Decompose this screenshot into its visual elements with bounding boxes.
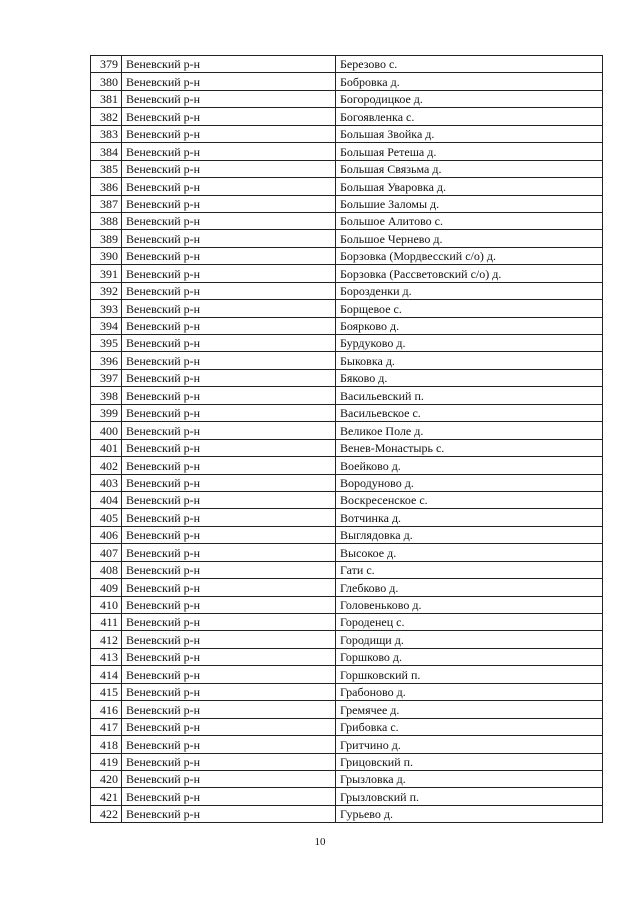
row-number-cell: 391 xyxy=(91,265,122,282)
district-cell: Веневский р-н xyxy=(122,544,336,561)
row-number-cell: 386 xyxy=(91,178,122,195)
district-cell: Веневский р-н xyxy=(122,457,336,474)
table-row xyxy=(91,352,603,369)
district-cell: Веневский р-н xyxy=(122,247,336,264)
district-cell: Веневский р-н xyxy=(122,805,336,822)
settlement-cell: Бобровка д. xyxy=(336,73,603,90)
district-cell: Веневский р-н xyxy=(122,212,336,229)
table-row xyxy=(91,282,603,299)
settlement-cell: Бяково д. xyxy=(336,369,603,386)
table-row xyxy=(91,579,603,596)
settlement-cell: Васильевский п. xyxy=(336,387,603,404)
row-number-cell: 416 xyxy=(91,701,122,718)
district-cell: Веневский р-н xyxy=(122,753,336,770)
district-cell: Веневский р-н xyxy=(122,614,336,631)
district-cell: Веневский р-н xyxy=(122,125,336,142)
settlement-cell: Борозденки д. xyxy=(336,282,603,299)
settlement-cell: Грызловский п. xyxy=(336,788,603,805)
district-cell: Веневский р-н xyxy=(122,439,336,456)
settlement-cell: Гритчино д. xyxy=(336,736,603,753)
table-row xyxy=(91,491,603,508)
settlement-cell: Богоявленка с. xyxy=(336,108,603,125)
table-row xyxy=(91,544,603,561)
table-row xyxy=(91,108,603,125)
settlements-table-container xyxy=(90,55,602,823)
district-cell: Веневский р-н xyxy=(122,788,336,805)
district-cell: Веневский р-н xyxy=(122,282,336,299)
district-cell: Веневский р-н xyxy=(122,770,336,787)
settlement-cell: Глебково д. xyxy=(336,579,603,596)
settlement-cell: Большая Ретеша д. xyxy=(336,143,603,160)
district-cell: Веневский р-н xyxy=(122,230,336,247)
row-number-cell: 418 xyxy=(91,736,122,753)
settlement-cell: Борщевое с. xyxy=(336,300,603,317)
district-cell: Веневский р-н xyxy=(122,596,336,613)
settlement-cell: Вородуново д. xyxy=(336,474,603,491)
table-row xyxy=(91,317,603,334)
settlement-cell: Воейково д. xyxy=(336,457,603,474)
row-number-cell: 397 xyxy=(91,369,122,386)
table-row xyxy=(91,561,603,578)
table-row xyxy=(91,666,603,683)
row-number-cell: 415 xyxy=(91,683,122,700)
district-cell: Веневский р-н xyxy=(122,265,336,282)
table-row xyxy=(91,805,603,822)
district-cell: Веневский р-н xyxy=(122,90,336,107)
settlement-cell: Грицовский п. xyxy=(336,753,603,770)
row-number-cell: 411 xyxy=(91,614,122,631)
settlement-cell: Грызловка д. xyxy=(336,770,603,787)
district-cell: Веневский р-н xyxy=(122,526,336,543)
settlement-cell: Головеньково д. xyxy=(336,596,603,613)
row-number-cell: 422 xyxy=(91,805,122,822)
district-cell: Веневский р-н xyxy=(122,300,336,317)
settlements-table-body xyxy=(91,56,603,823)
row-number-cell: 395 xyxy=(91,335,122,352)
district-cell: Веневский р-н xyxy=(122,369,336,386)
table-row xyxy=(91,178,603,195)
row-number-cell: 387 xyxy=(91,195,122,212)
district-cell: Веневский р-н xyxy=(122,352,336,369)
row-number-cell: 401 xyxy=(91,439,122,456)
settlement-cell: Городенец с. xyxy=(336,614,603,631)
district-cell: Веневский р-н xyxy=(122,160,336,177)
settlement-cell: Васильевское с. xyxy=(336,404,603,421)
settlement-cell: Грибовка с. xyxy=(336,718,603,735)
settlement-cell: Городищи д. xyxy=(336,631,603,648)
row-number-cell: 394 xyxy=(91,317,122,334)
table-row xyxy=(91,143,603,160)
row-number-cell: 406 xyxy=(91,526,122,543)
row-number-cell: 408 xyxy=(91,561,122,578)
row-number-cell: 396 xyxy=(91,352,122,369)
table-row xyxy=(91,770,603,787)
row-number-cell: 383 xyxy=(91,125,122,142)
settlement-cell: Горшково д. xyxy=(336,648,603,665)
settlement-cell: Борзовка (Мордвесский с/о) д. xyxy=(336,247,603,264)
settlement-cell: Великое Поле д. xyxy=(336,422,603,439)
row-number-cell: 403 xyxy=(91,474,122,491)
district-cell: Веневский р-н xyxy=(122,195,336,212)
district-cell: Веневский р-н xyxy=(122,491,336,508)
table-row xyxy=(91,596,603,613)
district-cell: Веневский р-н xyxy=(122,73,336,90)
settlement-cell: Высокое д. xyxy=(336,544,603,561)
row-number-cell: 421 xyxy=(91,788,122,805)
row-number-cell: 420 xyxy=(91,770,122,787)
settlement-cell: Большая Связьма д. xyxy=(336,160,603,177)
settlement-cell: Большая Звойка д. xyxy=(336,125,603,142)
table-row xyxy=(91,160,603,177)
table-row xyxy=(91,457,603,474)
district-cell: Веневский р-н xyxy=(122,666,336,683)
district-cell: Веневский р-н xyxy=(122,422,336,439)
district-cell: Веневский р-н xyxy=(122,561,336,578)
district-cell: Веневский р-н xyxy=(122,701,336,718)
district-cell: Веневский р-н xyxy=(122,404,336,421)
table-row xyxy=(91,718,603,735)
district-cell: Веневский р-н xyxy=(122,56,336,73)
table-row xyxy=(91,753,603,770)
row-number-cell: 402 xyxy=(91,457,122,474)
settlement-cell: Борзовка (Рассветовский с/о) д. xyxy=(336,265,603,282)
table-row xyxy=(91,125,603,142)
row-number-cell: 400 xyxy=(91,422,122,439)
settlement-cell: Большая Уваровка д. xyxy=(336,178,603,195)
district-cell: Веневский р-н xyxy=(122,178,336,195)
row-number-cell: 392 xyxy=(91,282,122,299)
settlement-cell: Вотчинка д. xyxy=(336,509,603,526)
settlement-cell: Грабоново д. xyxy=(336,683,603,700)
table-row xyxy=(91,230,603,247)
table-row xyxy=(91,195,603,212)
row-number-cell: 410 xyxy=(91,596,122,613)
settlement-cell: Венев-Монастырь с. xyxy=(336,439,603,456)
settlement-cell: Большие Заломы д. xyxy=(336,195,603,212)
table-row xyxy=(91,404,603,421)
row-number-cell: 417 xyxy=(91,718,122,735)
row-number-cell: 414 xyxy=(91,666,122,683)
district-cell: Веневский р-н xyxy=(122,631,336,648)
table-row xyxy=(91,335,603,352)
district-cell: Веневский р-н xyxy=(122,317,336,334)
table-row xyxy=(91,788,603,805)
district-cell: Веневский р-н xyxy=(122,335,336,352)
row-number-cell: 389 xyxy=(91,230,122,247)
row-number-cell: 412 xyxy=(91,631,122,648)
district-cell: Веневский р-н xyxy=(122,648,336,665)
row-number-cell: 388 xyxy=(91,212,122,229)
table-row xyxy=(91,701,603,718)
settlement-cell: Боярково д. xyxy=(336,317,603,334)
table-row xyxy=(91,422,603,439)
row-number-cell: 405 xyxy=(91,509,122,526)
district-cell: Веневский р-н xyxy=(122,387,336,404)
table-row xyxy=(91,683,603,700)
table-row xyxy=(91,387,603,404)
page-number: 10 xyxy=(314,836,326,848)
row-number-cell: 404 xyxy=(91,491,122,508)
settlements-table xyxy=(90,55,603,823)
row-number-cell: 380 xyxy=(91,73,122,90)
row-number-cell: 384 xyxy=(91,143,122,160)
settlement-cell: Большое Алитово с. xyxy=(336,212,603,229)
settlement-cell: Березово с. xyxy=(336,56,603,73)
settlement-cell: Горшковский п. xyxy=(336,666,603,683)
district-cell: Веневский р-н xyxy=(122,579,336,596)
row-number-cell: 379 xyxy=(91,56,122,73)
settlement-cell: Выглядовка д. xyxy=(336,526,603,543)
settlement-cell: Быковка д. xyxy=(336,352,603,369)
district-cell: Веневский р-н xyxy=(122,736,336,753)
row-number-cell: 381 xyxy=(91,90,122,107)
table-row xyxy=(91,73,603,90)
row-number-cell: 390 xyxy=(91,247,122,264)
row-number-cell: 407 xyxy=(91,544,122,561)
table-row xyxy=(91,56,603,73)
table-row xyxy=(91,509,603,526)
table-row xyxy=(91,212,603,229)
row-number-cell: 413 xyxy=(91,648,122,665)
table-row xyxy=(91,631,603,648)
district-cell: Веневский р-н xyxy=(122,718,336,735)
district-cell: Веневский р-н xyxy=(122,683,336,700)
table-row xyxy=(91,300,603,317)
settlement-cell: Гурьево д. xyxy=(336,805,603,822)
table-row xyxy=(91,247,603,264)
settlement-cell: Бурдуково д. xyxy=(336,335,603,352)
table-row xyxy=(91,614,603,631)
table-row xyxy=(91,526,603,543)
row-number-cell: 398 xyxy=(91,387,122,404)
table-row xyxy=(91,265,603,282)
row-number-cell: 409 xyxy=(91,579,122,596)
settlement-cell: Гати с. xyxy=(336,561,603,578)
table-row xyxy=(91,474,603,491)
settlement-cell: Гремячее д. xyxy=(336,701,603,718)
row-number-cell: 399 xyxy=(91,404,122,421)
settlement-cell: Богородицкое д. xyxy=(336,90,603,107)
table-row xyxy=(91,439,603,456)
row-number-cell: 385 xyxy=(91,160,122,177)
row-number-cell: 393 xyxy=(91,300,122,317)
district-cell: Веневский р-н xyxy=(122,474,336,491)
settlement-cell: Большое Чернево д. xyxy=(336,230,603,247)
table-row xyxy=(91,648,603,665)
table-row xyxy=(91,369,603,386)
district-cell: Веневский р-н xyxy=(122,108,336,125)
table-row xyxy=(91,90,603,107)
row-number-cell: 419 xyxy=(91,753,122,770)
district-cell: Веневский р-н xyxy=(122,509,336,526)
district-cell: Веневский р-н xyxy=(122,143,336,160)
table-row xyxy=(91,736,603,753)
row-number-cell: 382 xyxy=(91,108,122,125)
settlement-cell: Воскресенское с. xyxy=(336,491,603,508)
